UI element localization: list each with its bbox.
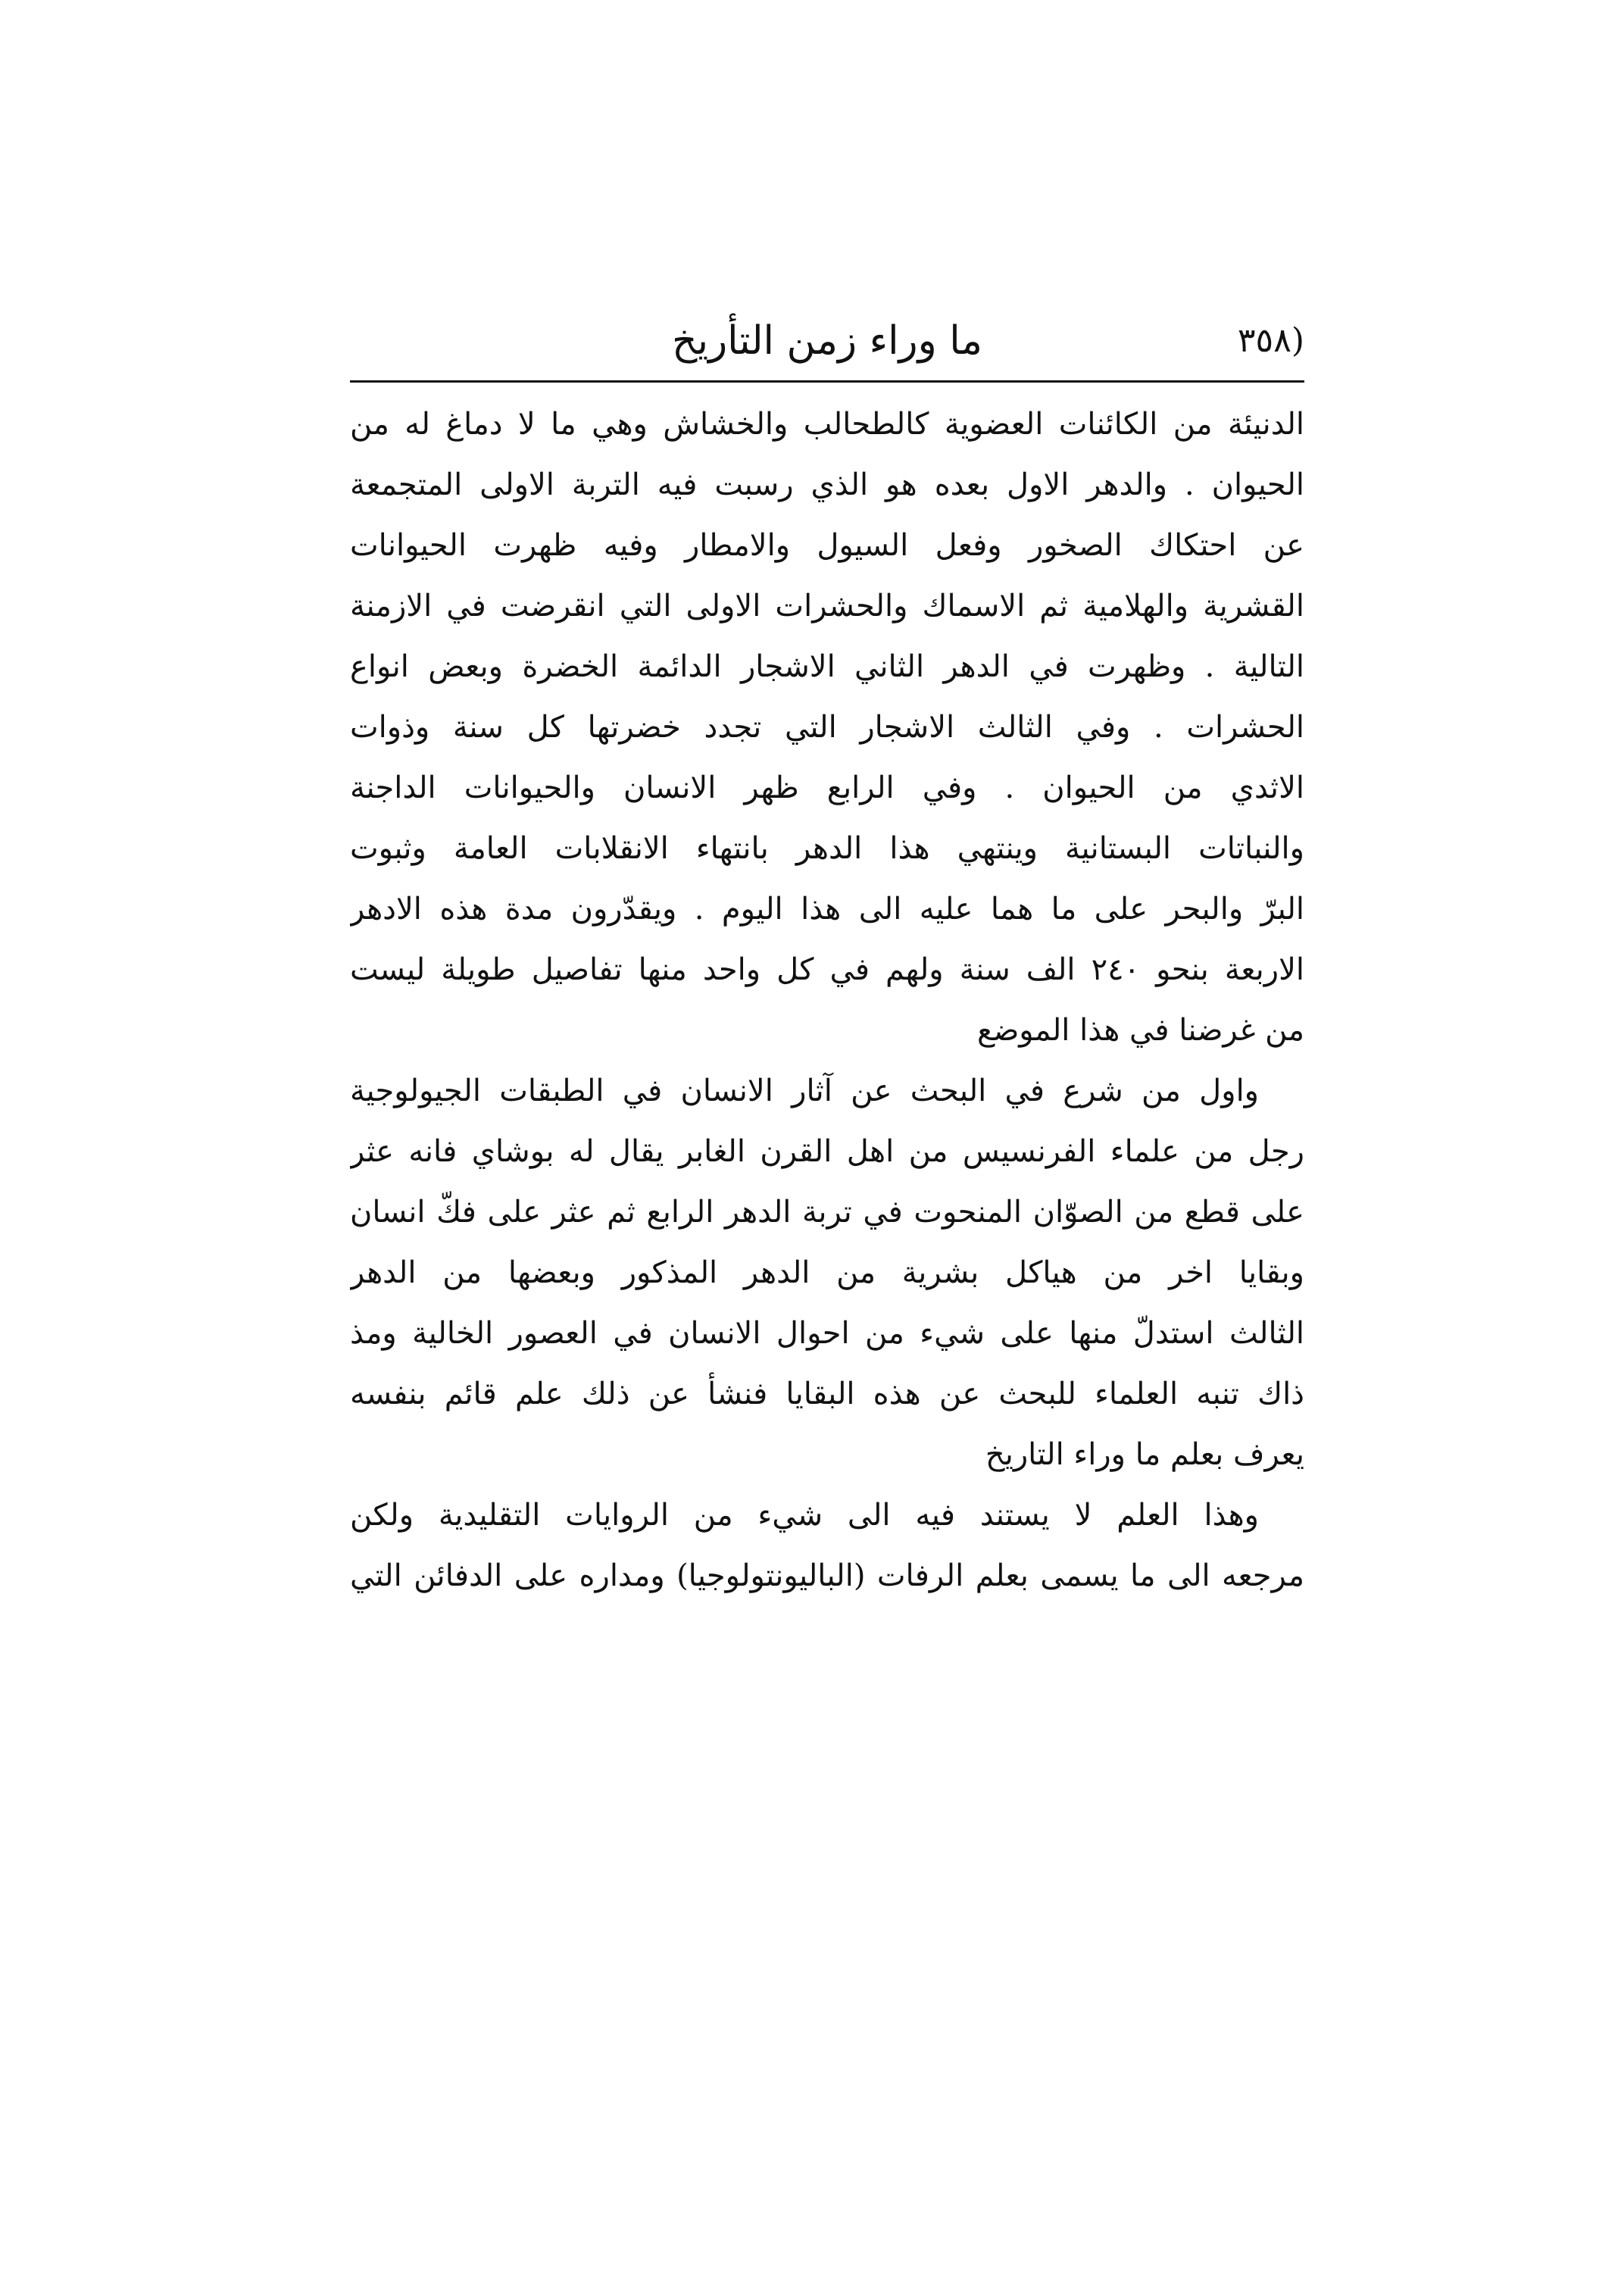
text-line: الحشرات . وفي الثالث الاشجار التي تجدد خضرتها كل سنة وذوات [350, 710, 1304, 745]
text-line: الاربعة بنحو ٢٤٠ الف سنة ولهم في كل واحد منها تفاصيل طويلة ليست [350, 952, 1304, 987]
text-line: واول من شرع في البحث عن آثار الانسان في الطبقات الجيولوجية [350, 1074, 1259, 1108]
page-number: (٣٥٨ [1237, 321, 1304, 360]
text-line: الحيوان . والدهر الاول بعده هو الذي رسبت فيه التربة الاولى المتجمعة [350, 467, 1304, 502]
text-line: والنباتات البستانية وينتهي هذا الدهر بانتهاء الانقلابات العامة وثبوت [350, 831, 1304, 866]
text-line: وهذا العلم لا يستند فيه الى شيء من الروايات التقليدية ولكن [350, 1498, 1259, 1533]
text-line: من غرضنا في هذا الموضع [977, 1013, 1304, 1048]
text-line: يعرف بعلم ما وراء التاريخ [985, 1437, 1304, 1472]
header-rule [350, 380, 1304, 383]
text-line: مرجعه الى ما يسمى بعلم الرفات (الباليونتولوجيا) ومداره على الدفائن التي [350, 1558, 1304, 1593]
text-line: القشرية والهلامية ثم الاسماك والحشرات الاولى التي انقرضت في الازمنة [350, 589, 1304, 624]
text-line: الثالث استدلّ منها على شيء من احوال الانسان في العصور الخالية ومذ [350, 1316, 1304, 1351]
text-line: عن احتكاك الصخور وفعل السيول والامطار وفيه ظهرت الحيوانات [350, 528, 1304, 563]
body-text [350, 394, 1304, 1606]
text-line: الاثدي من الحيوان . وفي الرابع ظهر الانسان والحيوانات الداجنة [350, 770, 1304, 805]
text-line: ذاك تنبه العلماء للبحث عن هذه البقايا فنشأ عن ذلك علم قائم بنفسه [350, 1377, 1304, 1411]
text-line: التالية . وظهرت في الدهر الثاني الاشجار الدائمة الخضرة وبعض انواع [350, 649, 1304, 684]
page-header [350, 307, 1304, 375]
running-title: ما وراء زمن التأريخ [672, 318, 982, 364]
text-line: البرّ والبحر على ما هما عليه الى هذا اليوم . ويقدّرون مدة هذه الادهر [350, 892, 1304, 927]
text-line: وبقايا اخر من هياكل بشرية من الدهر المذكور وبعضها من الدهر [350, 1255, 1304, 1290]
text-line: رجل من علماء الفرنسيس من اهل القرن الغابر يقال له بوشاي فانه عثر [350, 1134, 1304, 1169]
text-line: على قطع من الصوّان المنحوت في تربة الدهر الرابع ثم عثر على فكّ انسان [350, 1195, 1304, 1230]
text-line: الدنيئة من الكائنات العضوية كالطحالب والخشاش وهي ما لا دماغ له من [350, 407, 1304, 442]
